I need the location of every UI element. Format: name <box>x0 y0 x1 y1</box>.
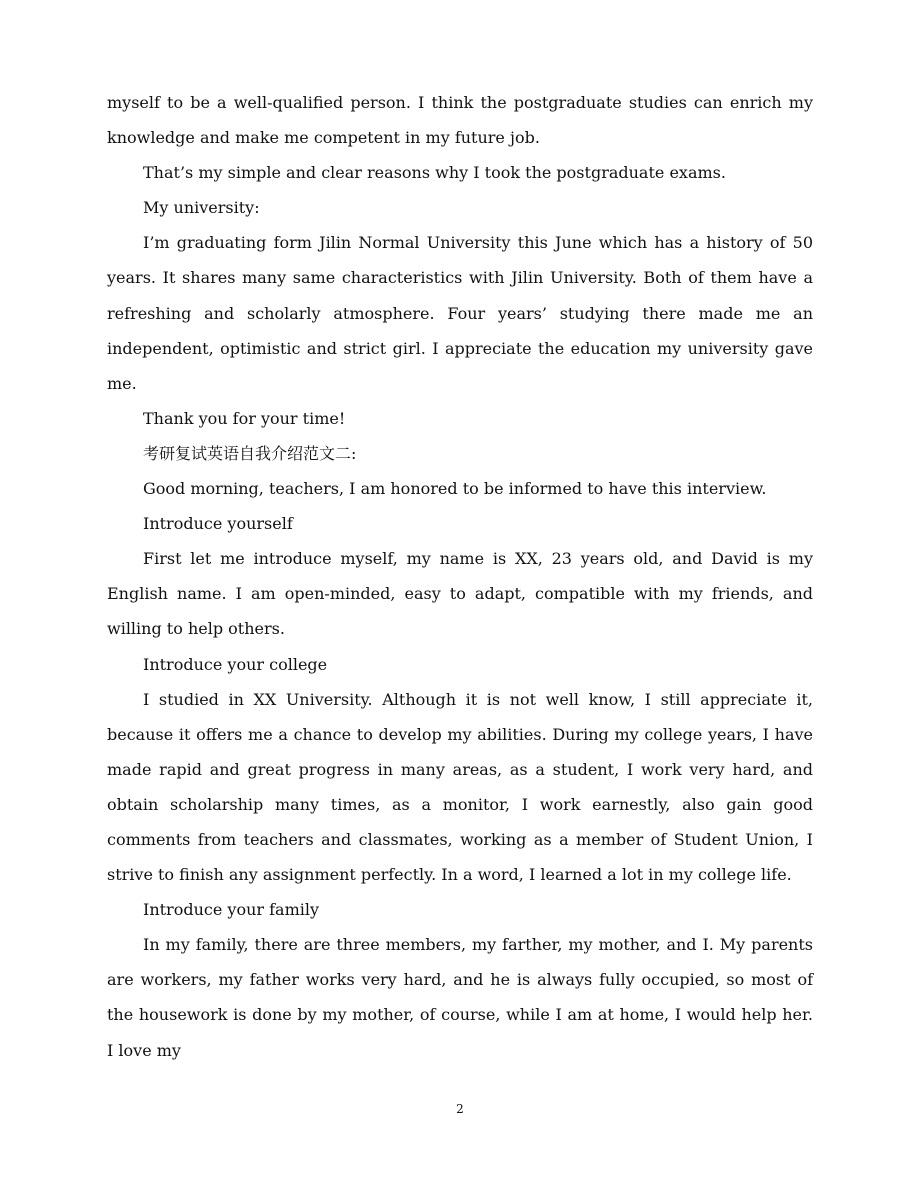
heading-introduce-yourself: Introduce yourself <box>143 514 293 534</box>
heading-introduce-family: Introduce your family <box>143 900 320 920</box>
paragraph-continuation: myself to be a well-qualified person. I think the postgraduate studies can enrich my knowledge and make me competent in my future job. <box>107 93 813 148</box>
paragraph-reasons: That’s my simple and clear reasons why I took the postgraduate exams. <box>143 163 726 183</box>
paragraph-university: I’m graduating form Jilin Normal University this June which has a history of 50 years. It shares many same characteristics with Jilin University. Both of them have a refreshing and scholarly atmosphere. Four years’ studying there made me an independent, optimistic and strict girl. I appreciate the education my university gave me. <box>107 233 813 393</box>
paragraph-college: I studied in XX University. Although it is not well know, I still appreciate it, because it offers me a chance to develop my abilities. During my college years, I have made rapid and great progress in many areas, as a student, I work very hard, and obtain scholarship many times, as a monitor, I work earnestly, also gain good comments from teachers and classmates, working as a member of Student Union, I strive to finish any assignment perfectly. In a word, I learned a lot in my college life. <box>107 689 813 885</box>
document-page <box>107 85 813 1068</box>
paragraph-family: In my family, there are three members, my farther, my mother, and I. My parents are workers, my father works very hard, and he is always fully occupied, so most of the housework is done by my mother, of course, while I am at home, I would help her. I love my <box>107 935 813 1060</box>
page-number: 2 <box>456 1102 464 1116</box>
paragraph-greeting: Good morning, teachers, I am honored to be informed to have this interview. <box>143 479 767 499</box>
heading-my-university: My university: <box>143 198 260 218</box>
heading-introduce-college: Introduce your college <box>143 654 328 674</box>
paragraph-thanks: Thank you for your time! <box>143 408 346 428</box>
heading-sample-two: 考研复试英语自我介绍范文二: <box>143 443 357 463</box>
paragraph-self: First let me introduce myself, my name is XX, 23 years old, and David is my English name. I am open-minded, easy to adapt, compatible with my friends, and willing to help others. <box>107 549 813 639</box>
